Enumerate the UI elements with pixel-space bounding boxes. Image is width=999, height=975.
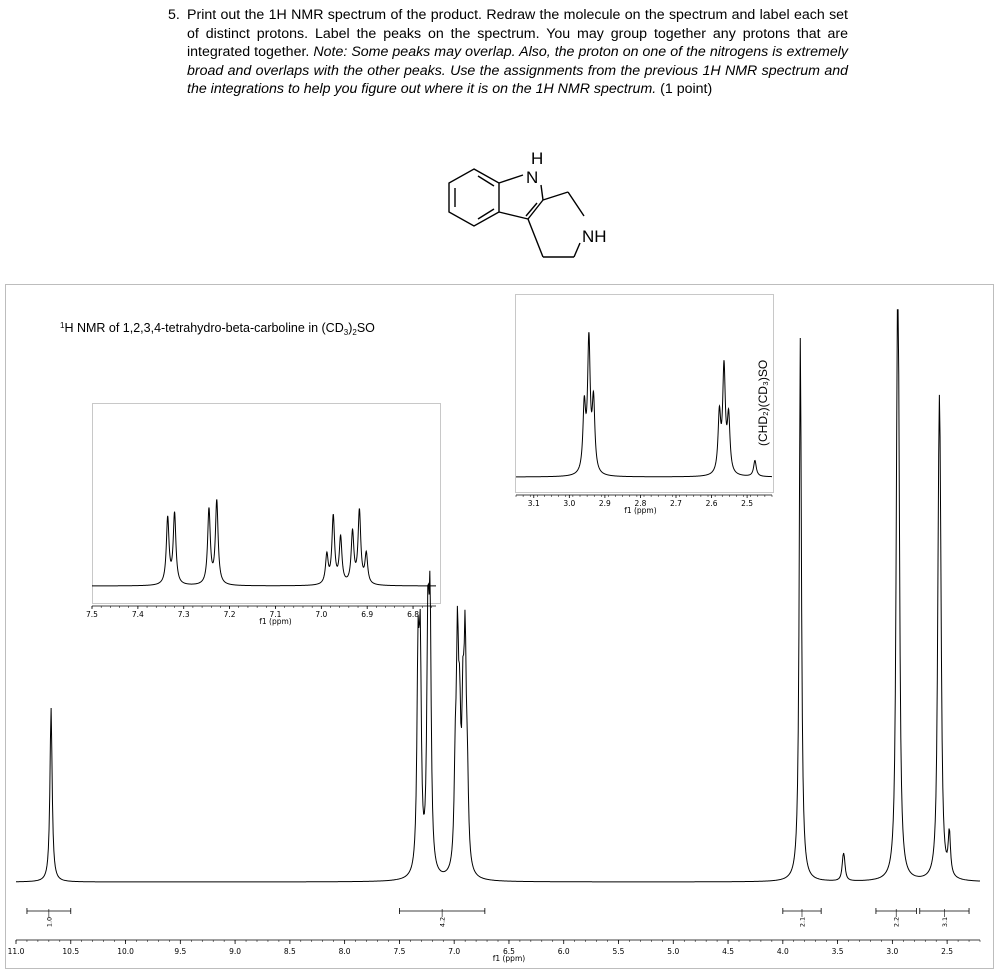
integral-bracket: [876, 908, 917, 927]
x-tick-label: 9.0: [229, 947, 242, 956]
x-tick-label: 3.5: [831, 947, 844, 956]
x-tick-label: 2.5: [741, 499, 754, 508]
x-tick-label: 3.0: [563, 499, 576, 508]
integral-value: 2.1: [798, 916, 807, 928]
title-close: ): [348, 321, 353, 335]
x-axis-label: f1 (ppm): [624, 506, 657, 515]
integral-value: 4.2: [438, 916, 447, 928]
title-superscript: 1: [60, 321, 65, 330]
x-tick-label: 4.0: [776, 947, 789, 956]
solvent-label: (CHD₂)(CD₃)SO: [756, 359, 770, 446]
title-sub2: 2: [352, 328, 357, 337]
x-tick-label: 6.0: [557, 947, 570, 956]
piperidine-bond: [574, 243, 580, 257]
x-tick-label: 2.6: [705, 499, 718, 508]
integral-bracket: [920, 908, 969, 927]
piperidine-bond: [543, 192, 568, 200]
x-tick-label: 9.5: [174, 947, 187, 956]
pyrrole-bond: [541, 185, 543, 200]
x-tick-label: 7.1: [269, 610, 282, 619]
aromatic-inset-frame: [93, 404, 441, 604]
indole-n-label: N: [526, 168, 539, 187]
integral-bracket: [783, 908, 821, 927]
x-tick-label: 10.0: [117, 947, 134, 956]
x-tick-label: 7.0: [448, 947, 461, 956]
benzene-double-bond: [478, 209, 494, 219]
piperidine-bond: [568, 192, 584, 216]
benzene-double-bond: [478, 176, 494, 186]
x-tick-label: 4.5: [722, 947, 735, 956]
integral-value: 1.0: [45, 916, 54, 928]
x-tick-label: 2.7: [670, 499, 682, 508]
x-tick-label: 5.5: [612, 947, 625, 956]
x-tick-label: 3.1: [527, 499, 540, 508]
x-tick-label: 3.0: [886, 947, 899, 956]
pyrrole-bond: [528, 200, 543, 219]
title-main: H NMR of 1,2,3,4-tetrahydro-beta-carboline in (CD: [64, 321, 344, 335]
benzene-ring: [449, 169, 499, 226]
x-tick-label: 8.0: [338, 947, 351, 956]
integral-value: 2.2: [892, 916, 901, 928]
molecule-structure: [449, 169, 584, 257]
x-tick-label: 2.9: [598, 499, 611, 508]
x-tick-label: 2.8: [634, 499, 647, 508]
integral-bracket: [399, 908, 484, 927]
spectrum-title: [60, 321, 375, 337]
x-tick-label: 10.5: [62, 947, 80, 956]
x-tick-label: 7.0: [315, 610, 328, 619]
question-number: 5.: [168, 7, 180, 23]
x-tick-label: 7.2: [223, 610, 236, 619]
x-tick-label: 7.4: [131, 610, 144, 619]
x-axis-label: f1 (ppm): [259, 617, 292, 626]
x-axis-label: f1 (ppm): [492, 954, 526, 963]
aliphatic-inset-frame: [516, 295, 774, 493]
x-tick-label: 7.5: [86, 610, 98, 619]
x-tick-label: 7.3: [177, 610, 190, 619]
amine-nh-label: NH: [582, 227, 607, 246]
x-tick-label: 6.9: [361, 610, 374, 619]
x-tick-label: 5.0: [667, 947, 680, 956]
title-sub: 3: [343, 328, 349, 337]
integral-bracket: [27, 908, 71, 927]
integral-value: 3.1: [940, 916, 949, 928]
indole-h-label: H: [531, 149, 544, 168]
x-tick-label: 6.8: [407, 610, 420, 619]
x-tick-label: 11.0: [7, 947, 25, 956]
question-points: (1 point): [660, 81, 713, 98]
x-tick-label: 7.5: [393, 947, 406, 956]
piperidine-bond: [528, 219, 543, 257]
x-tick-label: 8.5: [283, 947, 296, 956]
x-tick-label: 6.5: [502, 947, 515, 956]
title-tail: SO: [356, 321, 375, 335]
question-note: Note: Some peaks may overlap. Also, the proton on one of the nitrogens is extremely broad and overlaps with the other peaks. Use the assignments from the previous 1H NMR spectrum and the integrations to help you figure out where it is on the 1H NMR spectrum.: [187, 44, 848, 98]
pyrrole-bond: [499, 175, 523, 183]
x-tick-label: 2.5: [941, 947, 954, 956]
question-instructions: Print out the 1H NMR spectrum of the product. Redraw the molecule on the spectrum and label each set of distinct protons. Label the peaks on the spectrum. You may group together any protons that are integrated together.: [187, 7, 848, 61]
pyrrole-bond: [499, 212, 528, 219]
